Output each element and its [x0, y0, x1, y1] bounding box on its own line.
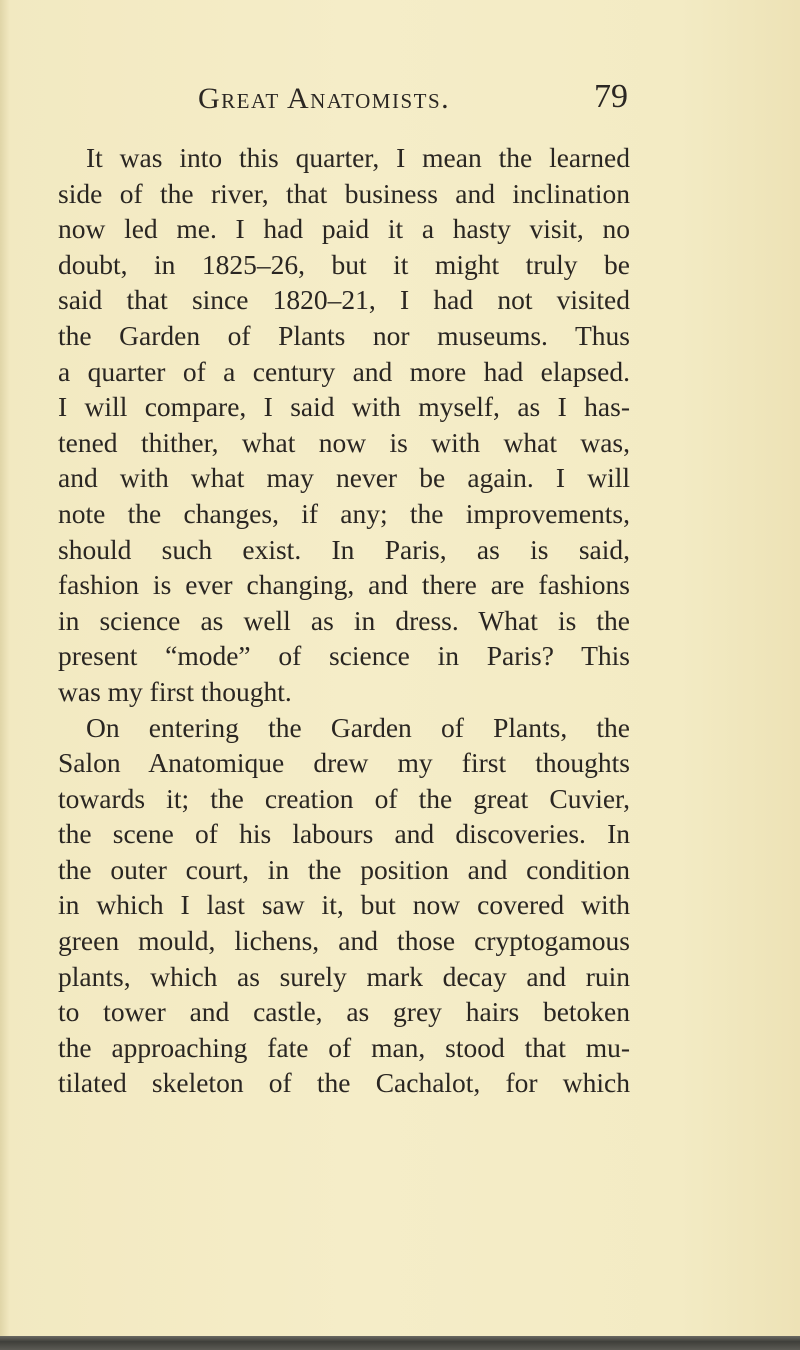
text-line: plants, which as surely mark decay and ruin	[58, 960, 630, 992]
running-title: Great Anatomists.	[198, 82, 451, 115]
text-line: doubt, in 1825–26, but it might truly be	[58, 248, 630, 280]
text-line: present “mode” of science in Paris? This	[58, 640, 630, 672]
text-line: fashion is ever changing, and there are fashions	[58, 569, 630, 601]
page-edge-shadow	[0, 0, 10, 1350]
text-line: Salon Anatomique drew my first thoughts	[58, 747, 630, 779]
text-line: the scene of his labours and discoveries. In	[58, 818, 630, 850]
text-line: towards it; the creation of the great Cuvier,	[58, 782, 630, 814]
page-bottom-edge	[0, 1336, 800, 1350]
text-line: in which I last saw it, but now covered with	[58, 889, 630, 921]
text-line: was my first thought.	[58, 675, 292, 707]
text-line: the Garden of Plants nor museums. Thus	[58, 319, 630, 351]
text-line: the approaching fate of man, stood that mu-	[58, 1031, 630, 1063]
body-text	[58, 140, 630, 1101]
text-line: I will compare, I said with myself, as I has-	[58, 391, 630, 423]
page-number: 79	[594, 78, 628, 115]
text-line: to tower and castle, as grey hairs betoken	[58, 996, 630, 1028]
text-line: in science as well as in dress. What is the	[58, 604, 630, 636]
text-line: tilated skeleton of the Cachalot, for which	[58, 1067, 630, 1099]
text-line: and with what may never be again. I will	[58, 462, 630, 494]
running-head	[58, 78, 628, 122]
text-line: should such exist. In Paris, as is said,	[58, 533, 630, 565]
text-line: note the changes, if any; the improvements,	[58, 497, 630, 529]
text-line: the outer court, in the position and condition	[58, 853, 630, 885]
text-line: green mould, lichens, and those cryptogamous	[58, 925, 630, 957]
text-line: said that since 1820–21, I had not visited	[58, 284, 630, 316]
text-line: a quarter of a century and more had elapsed.	[58, 355, 630, 387]
text-line: tened thither, what now is with what was,	[58, 426, 630, 458]
text-line: It was into this quarter, I mean the learned	[86, 142, 630, 173]
text-line: side of the river, that business and inclination	[58, 177, 630, 209]
text-line: On entering the Garden of Plants, the	[86, 711, 630, 743]
text-line: now led me. I had paid it a hasty visit, no	[58, 213, 630, 245]
